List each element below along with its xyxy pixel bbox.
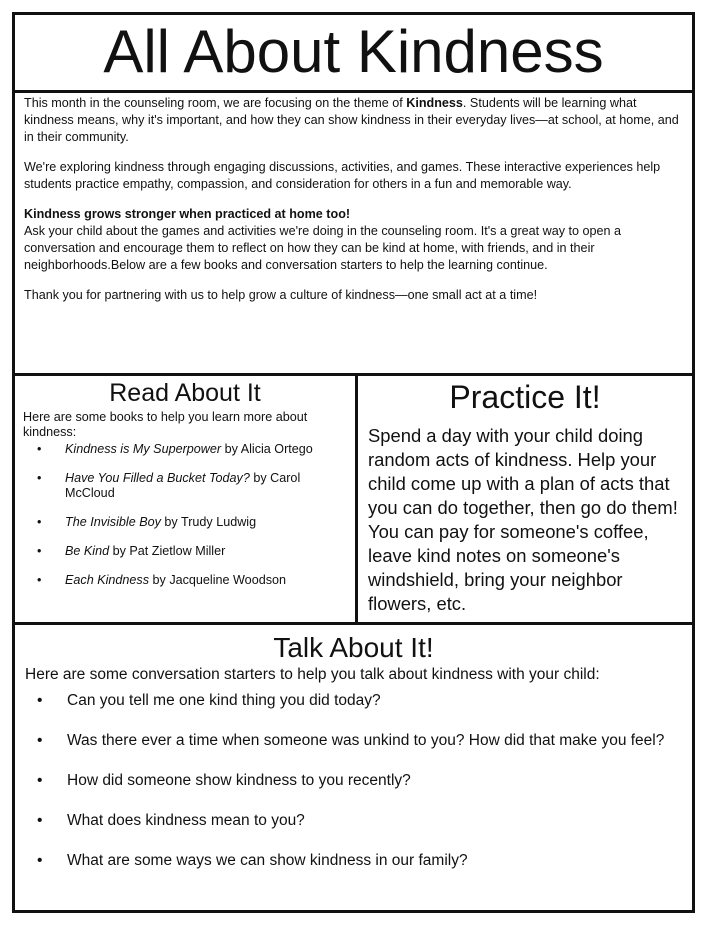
conversation-starter <box>15 811 667 831</box>
bullet: • <box>37 732 43 749</box>
starter-text: What are some ways we can show kindness in our family? <box>67 852 468 869</box>
book-title: Have You Filled a Bucket Today? <box>65 471 250 485</box>
bullet: • <box>37 812 43 829</box>
practice-text: Spend a day with your child doing random acts of kindness. Help your child come up with a plan of acts that you can do together, then go do them! You can pay for someone's coffee, leave kind notes on someone's windshield, bring your neighbor flowers, etc. <box>368 425 678 614</box>
book-title: The Invisible Boy <box>65 515 161 529</box>
book-title: Each Kindness <box>65 573 150 587</box>
book-author: by Alicia Ortego <box>221 442 313 456</box>
conversation-starter <box>15 771 667 791</box>
bullet: • <box>37 442 42 456</box>
intro-p1-text-end: . Students will be learning what kindness means, why it's important, and how they can show kindness in their everyday lives—at school, at home, and in their community. <box>24 96 679 144</box>
book-list <box>15 442 355 588</box>
starter-text: Can you tell me one kind thing you did today? <box>67 692 381 709</box>
book-author: by Pat Zietlow Miller <box>109 544 226 558</box>
practice-heading: Practice It! <box>449 379 601 415</box>
conversation-starter-list <box>15 691 692 871</box>
practice-it-section <box>358 376 692 622</box>
book-author: by Carol McCloud <box>65 471 301 500</box>
conversation-starter <box>15 851 667 871</box>
read-about-it-section <box>15 376 358 622</box>
title-box <box>15 15 692 93</box>
book-item <box>15 471 345 501</box>
intro-p1-bold: Kindness <box>406 96 463 110</box>
book-author: by Jacqueline Woodson <box>149 573 287 587</box>
intro-paragraph-3 <box>24 206 686 274</box>
conversation-starter <box>15 731 667 751</box>
book-item <box>15 544 345 559</box>
intro-p1-text: This month in the counseling room, we are focusing on the theme of <box>24 96 407 110</box>
bullet: • <box>37 772 43 789</box>
bullet: • <box>37 692 43 709</box>
book-item <box>15 515 345 530</box>
page-title: All About Kindness <box>103 18 604 85</box>
conversation-starter <box>15 691 667 711</box>
read-heading: Read About It <box>109 379 261 407</box>
starter-text: What does kindness mean to you? <box>67 812 305 829</box>
intro-paragraph-4: Thank you for partnering with us to help grow a culture of kindness—one small act at a time! <box>24 288 538 302</box>
bullet: • <box>37 573 42 587</box>
intro-section <box>24 95 686 317</box>
intro-p3-heading: Kindness grows stronger when practiced at home too! <box>24 207 351 221</box>
starter-text: How did someone show kindness to you recently? <box>67 772 411 789</box>
book-author: by Trudy Ludwig <box>160 515 257 529</box>
bullet: • <box>37 544 42 558</box>
intro-p3-text: Ask your child about the games and activities we're doing in the counseling room. It's a great way to open a conversation and encourage them to reflect on how they can be kind at home, with friends, and in their neighborhoods.Below are a few books and conversation starters to help the learning continue. <box>24 224 622 272</box>
bullet: • <box>37 852 43 869</box>
book-title: Be Kind <box>65 544 110 558</box>
talk-lead: Here are some conversation starters to help you talk about kindness with your child: <box>25 666 600 683</box>
starter-text: Was there ever a time when someone was unkind to you? How did that make you feel? <box>67 732 665 749</box>
book-item <box>15 442 345 457</box>
book-title: Kindness is My Superpower <box>65 442 222 456</box>
intro-paragraph-1 <box>24 95 686 146</box>
intro-paragraph-2: We're exploring kindness through engaging discussions, activities, and games. These interactive experiences help students practice empathy, compassion, and consideration for others in a fun and memorable way. <box>24 160 661 191</box>
newsletter-frame <box>12 12 695 913</box>
talk-about-it-section <box>15 627 692 891</box>
bullet: • <box>37 515 42 529</box>
talk-heading: Talk About It! <box>273 632 434 663</box>
bullet: • <box>37 471 42 485</box>
read-lead: Here are some books to help you learn more about kindness: <box>23 410 308 439</box>
middle-row <box>15 373 692 625</box>
book-item <box>15 573 345 588</box>
